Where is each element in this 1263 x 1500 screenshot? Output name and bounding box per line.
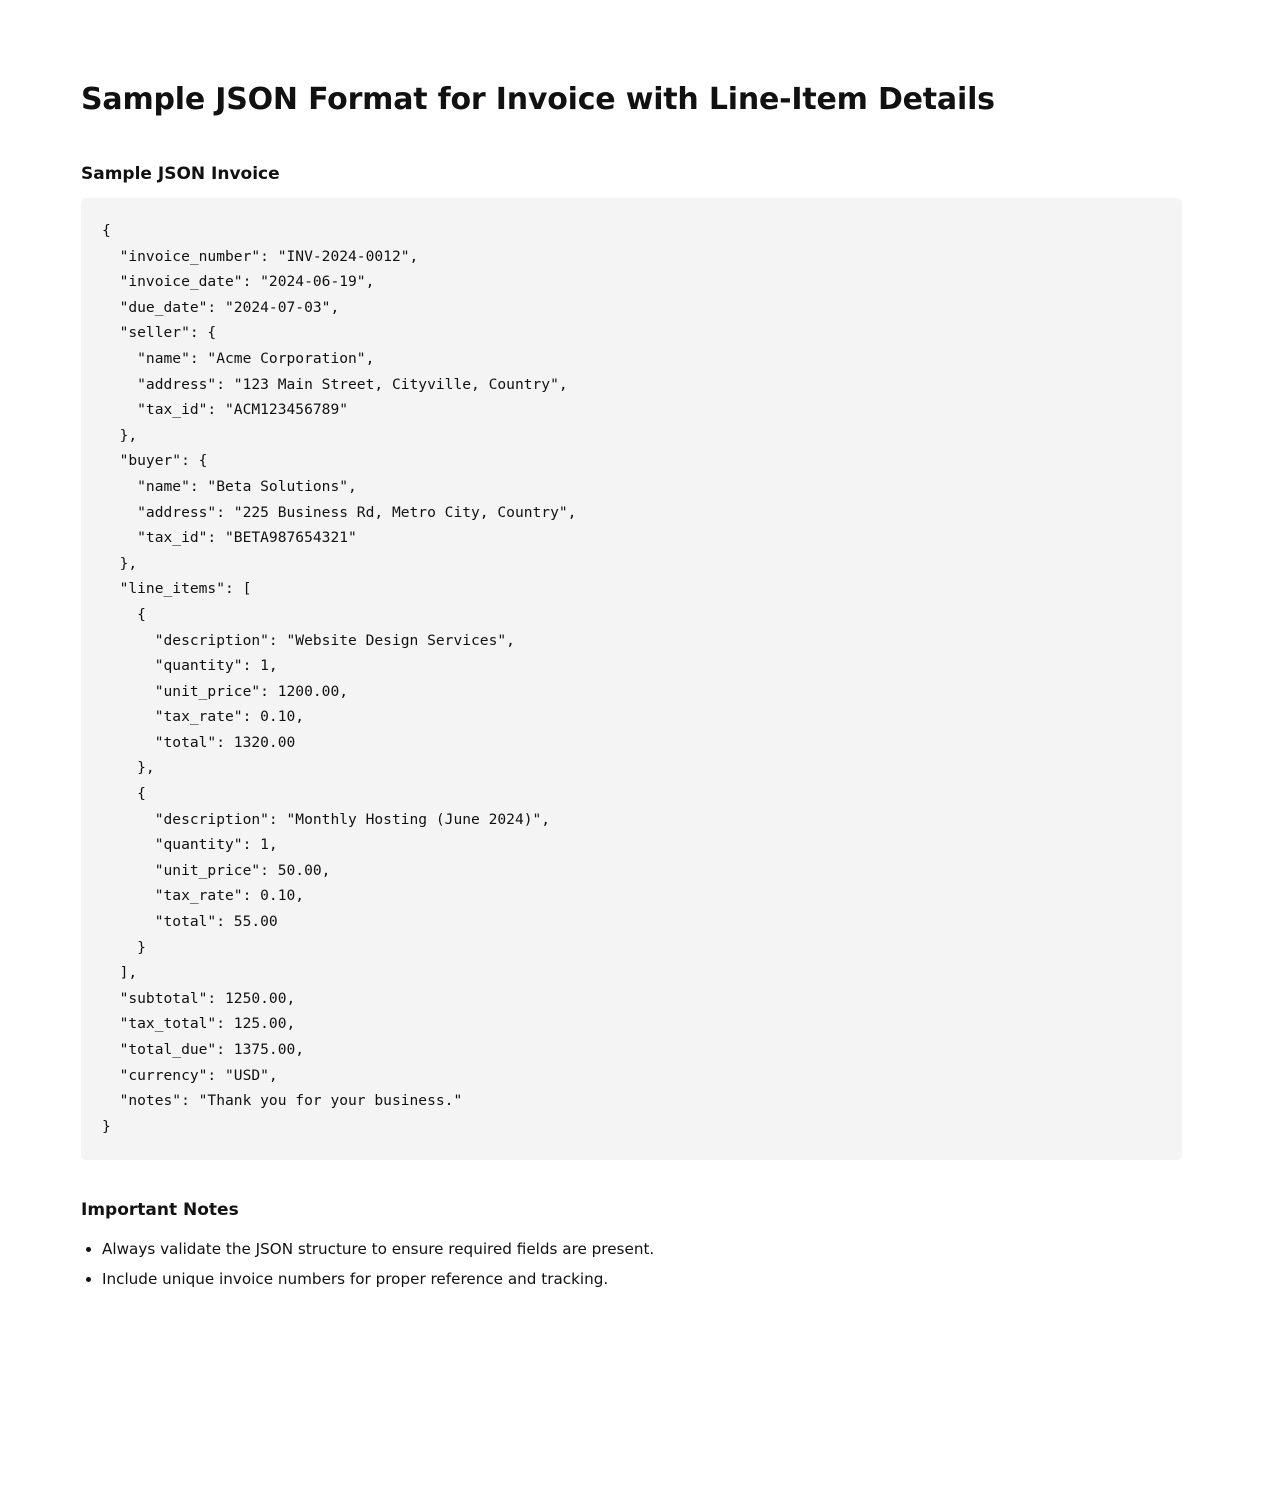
- sample-json-heading: Sample JSON Invoice: [81, 164, 280, 184]
- important-notes-heading: Important Notes: [81, 1200, 239, 1220]
- list-item: • Always validate the JSON structure to ensure required fields are present.: [102, 1234, 654, 1264]
- page-title: Sample JSON Format for Invoice with Line-Item Details: [81, 82, 995, 117]
- json-code-block: [81, 198, 1182, 1160]
- json-code-text: { "invoice_number": "INV-2024-0012", "invoice_date": "2024-06-19", "due_date": "2024-07-03", "seller": { "name": "Acme Corporation", "address": "123 Main Street, Cityville, Country", "tax_id": "ACM123456789" }, "buyer": { "name": "Beta Solutions", "address": "225 Business Rd, Metro City, Country", "tax_id": "BETA987654321" }, "line_items": [ { "description": "Website Design Services", "quantity": 1, "unit_price": 1200.00, "tax_rate": 0.10, "total": 1320.00 }, { "description": "Monthly Hosting (June 2024)", "quantity": 1, "unit_price": 50.00, "tax_rate": 0.10, "total": 55.00 } ], "subtotal": 1250.00, "tax_total": 125.00, "total_due": 1375.00, "currency": "USD", "notes": "Thank you for your business." }: [102, 222, 577, 1135]
- list-item: • Include unique invoice numbers for proper reference and tracking.: [102, 1264, 654, 1294]
- notes-list: [81, 1234, 654, 1294]
